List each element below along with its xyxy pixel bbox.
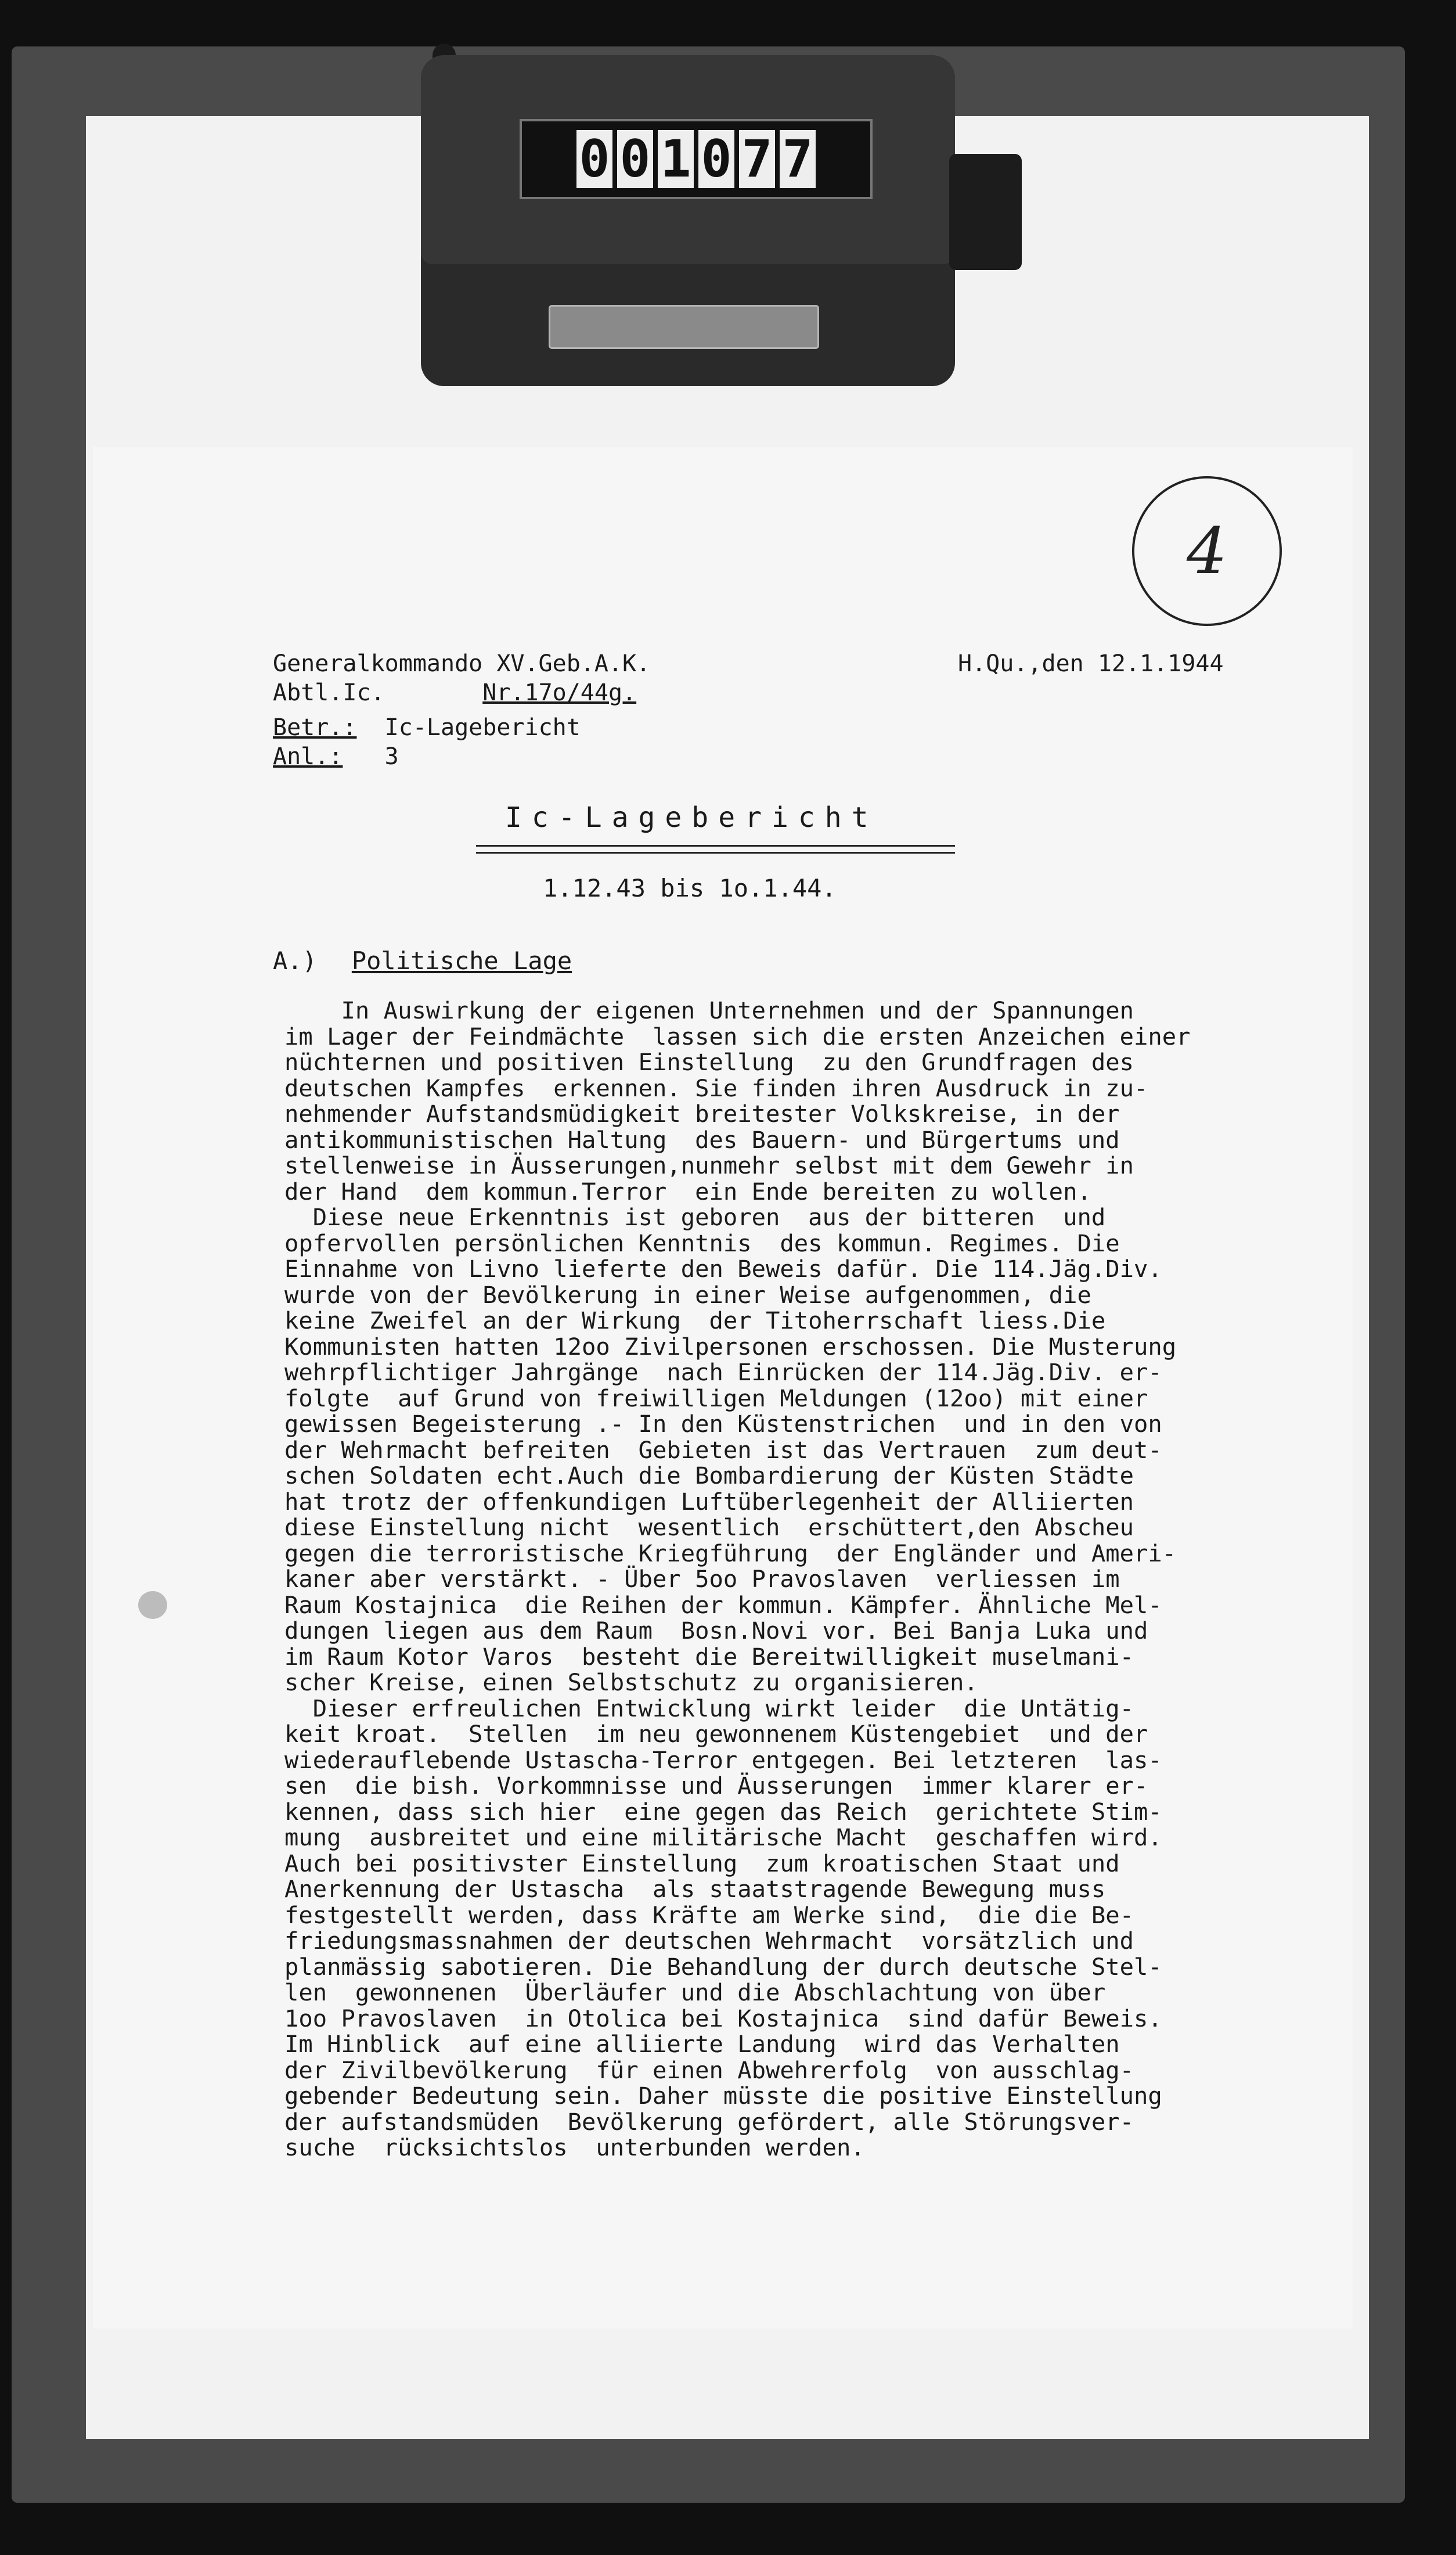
counter-digit: 0 [698, 130, 734, 188]
page-number: 4 [1187, 514, 1227, 588]
anl-line [273, 742, 581, 771]
text-line: hat trotz der offenkundigen Luftüberlegenheit der Alliierten [284, 1487, 1134, 1516]
text-line: nehmender Aufstandsmüdigkeit breitester Volkskreise, in der [284, 1100, 1120, 1128]
text-line: gewissen Begeisterung .- In den Küstenstrichen und in den von [284, 1410, 1162, 1438]
counter-window [520, 119, 873, 199]
text-line: schen Soldaten echt.Auch die Bombardierung der Küsten Städte [284, 1462, 1134, 1489]
text-line: In Auswirkung der eigenen Unternehmen und der Spannungen [284, 996, 1134, 1024]
anl-label: Anl.: [273, 743, 343, 770]
text-line: Auch bei positivster Einstellung zum kroatischen Staat und [284, 1849, 1120, 1877]
text-line: suche rücksichtslos unterbunden werden. [284, 2133, 865, 2161]
page-number-circle [1132, 476, 1282, 626]
department-line [273, 678, 650, 707]
section-heading [273, 947, 572, 975]
text-line: der Wehrmacht befreiten Gebieten ist das Vertrauen zum deut- [284, 1435, 1162, 1464]
title-double-rule [476, 845, 955, 854]
text-line: opfervollen persönlichen Kenntnis des kommun. Regimes. Die [284, 1229, 1120, 1257]
text-line: sen die bish. Vorkommnisse und Äusserungen immer klarer er- [284, 1772, 1148, 1800]
betr-line [273, 713, 581, 742]
text-line: wiederauflebende Ustascha-Terror entgegen. Bei letzteren las- [284, 1746, 1162, 1774]
text-line: Kommunisten hatten 12oo Zivilpersonen erschossen. Die Musterung [284, 1332, 1177, 1361]
report-period: 1.12.43 bis 1o.1.44. [543, 874, 837, 902]
text-line: kennen, dass sich hier eine gegen das Reich gerichtete Stim- [284, 1797, 1162, 1826]
counter-digit: 0 [576, 130, 612, 188]
text-line: Dieser erfreulichen Entwicklung wirkt leider die Untätig- [284, 1694, 1134, 1722]
text-line: im Lager der Feindmächte lassen sich die ersten Anzeichen einer [284, 1022, 1191, 1050]
text-line: gegen die terroristische Kriegführung der Engländer und Ameri- [284, 1539, 1177, 1567]
text-line: planmässig sabotieren. Die Behandlung der durch deutsche Stel- [284, 1952, 1162, 1981]
text-line: dungen liegen aus dem Raum Bosn.Novi vor. Bei Banja Luka und [284, 1617, 1148, 1644]
text-line: friedungsmassnahmen der deutschen Wehrmacht vorsätzlich und [284, 1927, 1134, 1955]
counter-digit: 7 [780, 130, 816, 188]
text-line: festgestellt werden, dass Kräfte am Werke sind, die die Be- [284, 1901, 1134, 1929]
text-line: der Hand dem kommun.Terror ein Ende bereiten zu wollen. [284, 1177, 1091, 1205]
text-line: deutschen Kampfes erkennen. Sie finden ihren Ausdruck in zu- [284, 1074, 1148, 1102]
text-line: folgte auf Grund von freiwilligen Meldungen (12oo) mit einer [284, 1384, 1148, 1412]
text-line: stellenweise in Äusserungen,nunmehr selbst mit dem Gewehr in [284, 1151, 1134, 1179]
text-line: 1oo Pravoslaven in Otolica bei Kostajnica sind dafür Beweis. [284, 2004, 1162, 2032]
counter-digit: 7 [739, 130, 775, 188]
text-line: wurde von der Bevölkerung in einer Weise aufgenommen, die [284, 1280, 1091, 1309]
text-line: Anerkennung der Ustascha als staatstragende Bewegung muss [284, 1875, 1106, 1903]
text-line: antikommunistischen Haltung des Bauern- und Bürgertums und [284, 1125, 1120, 1154]
betr-value: Ic-Lagebericht [384, 714, 581, 741]
counter-nameplate [549, 305, 819, 349]
betr-label: Betr.: [273, 714, 357, 741]
text-line: gebender Bedeutung sein. Daher müsste die positive Einstellung [284, 2082, 1162, 2110]
text-line: keine Zweifel an der Wirkung der Titoherrschaft liess.Die [284, 1307, 1106, 1334]
text-line: der aufstandsmüden Bevölkerung gefördert, alle Störungsver- [284, 2107, 1134, 2136]
text-line: diese Einstellung nicht wesentlich erschüttert,den Abscheu [284, 1513, 1134, 1541]
location-date: H.Qu.,den 12.1.1944 [958, 650, 1224, 677]
text-line: scher Kreise, einen Selbstschutz zu organisieren. [284, 1668, 978, 1696]
text-line: wehrpflichtiger Jahrgänge nach Einrücken der 114.Jäg.Div. er- [284, 1358, 1162, 1386]
header-left [273, 649, 650, 707]
frame-counter [421, 55, 955, 386]
department: Abtl.Ic. [273, 679, 385, 706]
command-line: Generalkommando XV.Geb.A.K. [273, 650, 651, 677]
counter-digit: 1 [658, 130, 694, 188]
text-line: kaner aber verstärkt. - Über 5oo Pravoslaven verliessen im [284, 1565, 1120, 1593]
text-line: der Zivilbevölkerung für einen Abwehrerfolg von ausschlag- [284, 2056, 1134, 2084]
text-line: Diese neue Erkenntnis ist geboren aus der bitteren und [284, 1203, 1106, 1231]
text-line: Einnahme von Livno lieferte den Beweis dafür. Die 114.Jäg.Div. [284, 1255, 1162, 1283]
body-text [284, 998, 1191, 2161]
anl-value: 3 [384, 743, 399, 770]
text-line: len gewonnenen Überläufer und die Abschlachtung von über [284, 1978, 1106, 2006]
scan-smudge [138, 1591, 167, 1619]
text-line: nüchternen und positiven Einstellung zu den Grundfragen des [284, 1048, 1134, 1076]
subject-block [273, 713, 581, 771]
counter-knob [949, 154, 1022, 270]
text-line: Im Hinblick auf eine alliierte Landung wird das Verhalten [284, 2030, 1120, 2058]
text-line: mung ausbreitet und eine militärische Macht geschaffen wird. [284, 1823, 1162, 1851]
section-number: A.) [273, 947, 317, 975]
text-line: keit kroat. Stellen im neu gewonnenem Küstengebiet und der [284, 1720, 1148, 1748]
text-line: Raum Kostajnica die Reihen der kommun. Kämpfer. Ähnliche Mel- [284, 1590, 1162, 1619]
reference-number: Nr.17o/44g. [482, 679, 637, 706]
document-title: Ic-Lagebericht [505, 801, 878, 834]
counter-digit: 0 [617, 130, 653, 188]
text-line: im Raum Kotor Varos besteht die Bereitwilligkeit muselmani- [284, 1642, 1134, 1671]
section-title: Politische Lage [351, 947, 572, 975]
